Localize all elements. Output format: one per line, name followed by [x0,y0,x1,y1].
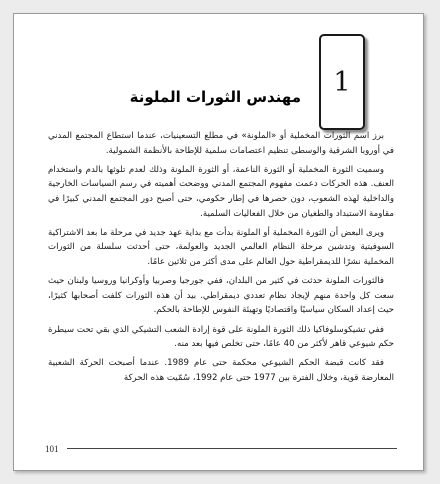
paragraph: فقد كانت قبضة الحكم الشيوعي محكمة حتى عام 1989. عندما أصبحت الحركة الشعبية المعارضة قوية، وخلال الفترة بين 1977 حتى عام 1992، سُمّيت هذه الحركة [48,358,394,383]
chapter-title: مهندس الثورات الملونة [129,88,301,106]
footer-rule [67,448,397,449]
chapter-number: 1 [333,66,351,98]
paragraph: برز اسم الثورات المخملية أو «الملونة» في مطلع التسعينيات، عندما استطاع المجتمع المدني في أوروبا الشرقية والوسطى تنظيم اعتصامات سلمية للإطاحة بالأنظمة الشمولية. [48,131,394,156]
paragraph: ويرى البعض أن الثورة المخملية أو الملونة بدأت مع بداية عهد جديد في مرحلة ما بعد الاشتراكية السوفيتية وتدشين مرحلة النظام العالمي الجديد والعولمة، حتى أحدثت سلسلة من الثورات المخملية نشرًا للديمقراطية حول العالم على مدى أكثر من ثلاثين عامًا. [48,227,394,267]
paragraph: وسميت الثورة المخملية أو الثورة الناعمة، أو الثورة الملونة وذلك لعدم تلوثها بالدم واستخدام العنف. هذه الحركات دعمت مفهوم المجتمع المدني ووضحت أهميته في رسم السياسات الخارجية والداخلية لهذه الشعوب، دون حصرها في إطار حكومي، حتى أصبح دور المجتمع المدني كبيرًا في مقاومة الاستبداد والطغيان من خلال الفعاليات السلمية. [48,164,394,219]
paragraph: ففي تشيكوسلوفاكيا ذلك الثورة الملونة على قوة إرادة الشعب التشيكي الذي بقي تحت سيطرة حكم شيوعي قاهر لأكثر من 40 عامًا، حتى تخلص فيها بعد منه. [48,324,394,350]
book-page [13,13,424,471]
body-text [48,129,394,390]
page-number: 101 [45,444,59,454]
chapter-number-box [319,34,365,130]
paragraph: فالثورات الملونة حدثت في كثير من البلدان، ففي جورجيا وصربيا وأوكرانيا وروسيا ولبنان حيث سعت كل واحدة منهم لإيجاد نظام تعددي ديمقراطي. بيد أن هذه الثورات كلفت أصحابها كثيرًا، حيث إعداد السكان سياسيًا واقتصاديًا وتهيئة النفوس للإطاحة بالحكم. [48,276,394,316]
